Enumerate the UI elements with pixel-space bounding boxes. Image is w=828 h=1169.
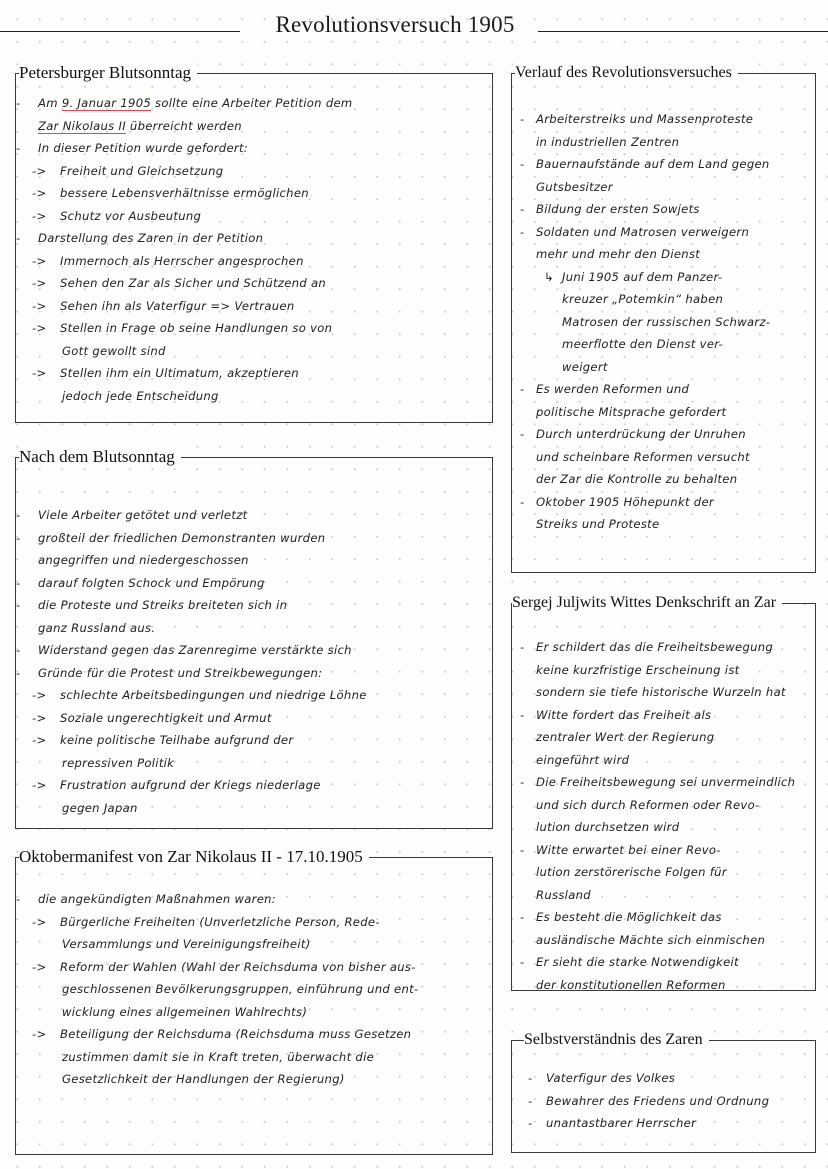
arrow-bullet: ->	[32, 733, 47, 747]
note-text: meerflotte den Dienst ver-	[562, 337, 724, 351]
arrow-bullet: ->	[32, 276, 47, 290]
note-text: Freiheit und Gleichsetzung	[60, 163, 224, 178]
note-text: Soziale ungerechtigkeit und Armut	[60, 710, 272, 725]
note-text: Versammlungs und Vereinigungsfreiheit)	[62, 937, 311, 951]
note-text: Matrosen der russischen Schwarz-	[562, 314, 771, 329]
bullet: -	[520, 382, 525, 396]
bullet: -	[520, 707, 525, 722]
note-text: ausländische Mächte sich einmischen	[536, 932, 766, 947]
arrow-bullet: ->	[32, 208, 47, 223]
note-line	[16, 182, 492, 205]
note-text: angegriffen und niedergeschossen	[38, 553, 249, 567]
note-line	[512, 243, 815, 266]
note-line	[16, 227, 492, 250]
note-text: die Proteste und Streiks breiteten sich in	[38, 598, 288, 612]
notes-oktober	[16, 888, 492, 1091]
arrow-bullet: ->	[32, 688, 47, 702]
note-text: Sehen ihn als Vaterfigur => Vertrauen	[60, 298, 295, 313]
arrow-bullet: ->	[32, 298, 47, 313]
bullet: -	[520, 910, 525, 924]
note-line	[16, 504, 492, 527]
note-text: Er schildert das die Freiheitsbewegung	[536, 640, 774, 654]
section-verlauf	[511, 64, 816, 573]
note-line	[16, 527, 492, 550]
bullet: -	[520, 640, 525, 654]
note-line	[16, 978, 492, 1001]
bullet: -	[16, 530, 21, 545]
section-petersburg	[15, 63, 493, 423]
note-line	[16, 662, 492, 685]
note-line	[512, 288, 815, 311]
note-line	[16, 250, 492, 273]
note-line	[16, 639, 492, 662]
note-line	[512, 951, 815, 974]
note-line	[16, 1001, 492, 1024]
note-line	[16, 594, 492, 617]
title-rule-right	[538, 31, 828, 32]
note-text: großteil der friedlichen Demonstranten wurden	[38, 530, 326, 545]
bullet: -	[520, 112, 525, 126]
note-text: Durch unterdrückung der Unruhen	[536, 427, 746, 441]
page-title: Revolutionsversuch 1905	[275, 12, 515, 37]
section-title-selbst: Selbstverständnis des Zaren	[524, 1029, 709, 1051]
bullet: -	[520, 427, 525, 441]
note-text-pre: Am	[38, 96, 62, 110]
note-line	[16, 362, 492, 385]
bullet: -	[520, 224, 525, 239]
note-line	[16, 92, 492, 115]
note-line	[16, 956, 492, 979]
note-text: geschlossenen Bevölkerungsgruppen, einführung und ent-	[62, 982, 419, 996]
note-text-post: überreicht werden	[125, 118, 242, 133]
bullet: -	[520, 775, 525, 789]
highlight-zar: Zar Nikolaus II	[38, 118, 126, 133]
section-title-witte: Sergej Juljwits Wittes Denkschrift an Zar	[512, 592, 782, 614]
note-text: darauf folgten Schock und Empörung	[38, 575, 265, 590]
section-nach-blutsonntag	[15, 447, 493, 829]
arrow-bullet: ->	[32, 321, 47, 335]
arrow-bullet: ->	[32, 959, 47, 974]
notes-petersburg	[16, 92, 492, 407]
note-text: Beteiligung der Reichsduma (Reichsduma muss Gesetzen	[60, 1027, 412, 1041]
note-line	[512, 356, 815, 379]
note-text: repressiven Politik	[62, 755, 175, 770]
note-line	[512, 1112, 815, 1135]
note-text: Widerstand gegen das Zarenregime verstärkte sich	[38, 643, 352, 657]
note-text: bessere Lebensverhältnisse ermöglichen	[60, 186, 309, 200]
note-text: Oktober 1905 Höhepunkt der	[536, 494, 714, 509]
note-text: jedoch jede Entscheidung	[62, 388, 219, 403]
note-line	[16, 340, 492, 363]
note-text: der konstitutionellen Reformen	[536, 977, 726, 992]
note-text: Bildung der ersten Sowjets	[536, 202, 700, 216]
note-line	[512, 839, 815, 862]
note-text: lution durchsetzen wird	[536, 820, 680, 834]
bullet: -	[520, 202, 525, 216]
arrow-bullet: ->	[32, 253, 47, 268]
note-line	[16, 272, 492, 295]
note-line	[16, 911, 492, 934]
bullet: -	[520, 842, 525, 857]
note-line	[16, 684, 492, 707]
bullet: -	[16, 508, 21, 522]
note-text: Witte fordert das Freiheit als	[536, 707, 712, 722]
note-text: Viele Arbeiter getötet und verletzt	[38, 508, 248, 522]
note-text: Sehen den Zar als Sicher und Schützend an	[60, 276, 327, 290]
bullet: -	[16, 575, 21, 590]
note-line	[16, 774, 492, 797]
note-text: Darstellung des Zaren in der Petition	[38, 231, 264, 245]
notes-selbst	[512, 1067, 815, 1135]
page-header	[0, 6, 828, 52]
note-line	[16, 295, 492, 318]
note-line	[512, 681, 815, 704]
note-text: unantastbarer Herrscher	[546, 1116, 697, 1130]
note-line	[512, 513, 815, 536]
note-text: Soldaten und Matrosen verweigern	[536, 224, 750, 239]
note-text: in industriellen Zentren	[536, 134, 680, 149]
note-text: Gründe für die Protest und Streikbewegungen:	[38, 665, 323, 680]
note-text: keine politische Teilhabe aufgrund der	[60, 733, 294, 747]
note-line	[512, 794, 815, 817]
note-text: eingeführt wird	[536, 752, 630, 767]
note-line	[512, 1067, 815, 1090]
section-witte	[511, 594, 816, 992]
note-text: Vaterfigur des Volkes	[546, 1071, 676, 1085]
note-text: Bewahrer des Friedens und Ordnung	[546, 1093, 770, 1108]
arrow-bullet: ->	[32, 186, 47, 200]
note-line	[512, 1090, 815, 1113]
note-line	[512, 816, 815, 839]
note-line	[512, 221, 815, 244]
note-line	[512, 704, 815, 727]
note-text: wicklung eines allgemeinen Wahlrechts)	[62, 1004, 308, 1019]
note-text: In dieser Petition wurde gefordert:	[38, 141, 248, 155]
note-text: Bauernaufstände auf dem Land gegen	[536, 157, 770, 171]
bullet: -	[16, 141, 21, 155]
note-line	[512, 401, 815, 424]
note-line	[512, 198, 815, 221]
note-line	[512, 491, 815, 514]
note-line	[512, 884, 815, 907]
note-line	[16, 1068, 492, 1091]
bullet: -	[520, 955, 525, 969]
arrow-bullet: ->	[32, 914, 47, 929]
note-line	[512, 906, 815, 929]
note-line	[512, 378, 815, 401]
note-line	[512, 333, 815, 356]
note-line	[16, 1046, 492, 1069]
notes-witte	[512, 636, 815, 996]
note-line	[512, 929, 815, 952]
note-text: Bürgerliche Freiheiten (Unverletzliche Person, Rede-	[60, 914, 380, 929]
note-text: lution zerstörerische Folgen für	[536, 865, 727, 879]
note-line	[512, 311, 815, 334]
note-line	[16, 115, 492, 138]
note-text: Stellen ihm ein Ultimatum, akzeptieren	[60, 366, 299, 380]
note-text: keine kurzfristige Erscheinung ist	[536, 662, 740, 677]
note-text: zentraler Wert der Regierung	[536, 730, 715, 744]
note-line	[16, 707, 492, 730]
note-line	[512, 771, 815, 794]
note-text: Arbeiterstreiks und Massenproteste	[536, 112, 754, 126]
note-text: Gott gewollt sind	[62, 343, 166, 358]
note-text: sondern sie tiefe historische Wurzeln hat	[536, 685, 786, 699]
arrow-bullet: ->	[32, 366, 47, 380]
note-text: und scheinbare Reformen versucht	[536, 449, 750, 464]
bullet: -	[528, 1093, 533, 1108]
note-line	[512, 636, 815, 659]
note-line	[16, 1023, 492, 1046]
note-text: Es werden Reformen und	[536, 382, 690, 396]
arrow-bullet: ->	[32, 778, 47, 792]
note-text: gegen Japan	[62, 800, 138, 815]
note-text	[38, 92, 353, 115]
note-text: Schutz vor Ausbeutung	[60, 208, 202, 223]
note-text: Frustration aufgrund der Kriegs niederlage	[60, 778, 321, 792]
note-text: der Zar die Kontrolle zu behalten	[536, 472, 738, 486]
note-line	[512, 266, 815, 289]
highlight-date: 9. Januar 1905	[61, 96, 152, 110]
section-title-oktober: Oktobermanifest von Zar Nikolaus II - 17.10.1905	[19, 846, 369, 868]
bullet: -	[528, 1071, 533, 1085]
bullet: -	[528, 1116, 533, 1130]
note-line	[16, 205, 492, 228]
notes-verlauf	[512, 108, 815, 536]
bullet: -	[16, 643, 21, 657]
note-text: ganz Russland aus.	[38, 620, 156, 635]
bullet: -	[16, 231, 21, 245]
note-text: Streiks und Proteste	[536, 517, 660, 531]
note-text: Es besteht die Möglichkeit das	[536, 910, 722, 924]
note-text: Russland	[536, 887, 591, 902]
section-selbstverstaendnis	[511, 1031, 816, 1153]
note-text: kreuzer „Potemkin“ haben	[562, 292, 724, 306]
note-line	[512, 749, 815, 772]
section-title-verlauf: Verlauf des Revolutionsversuches	[515, 62, 738, 84]
note-text: und sich durch Reformen oder Revo-	[536, 797, 760, 812]
note-text-mid: sollte eine Arbeiter Petition dem	[151, 96, 353, 110]
note-line	[16, 385, 492, 408]
arrow-bullet: ->	[32, 163, 47, 178]
return-arrow-bullet: ↳	[544, 269, 555, 284]
note-text: schlechte Arbeitsbedingungen und niedrige Löhne	[60, 688, 367, 702]
note-text: Stellen in Frage ob seine Handlungen so von	[60, 321, 333, 335]
note-line	[16, 137, 492, 160]
bullet: -	[16, 892, 21, 906]
note-line	[512, 131, 815, 154]
note-text: Reform der Wahlen (Wahl der Reichsduma von bisher aus-	[60, 959, 416, 974]
arrow-bullet: ->	[32, 710, 47, 725]
arrow-bullet: ->	[32, 1027, 47, 1041]
note-line	[512, 468, 815, 491]
note-line	[16, 729, 492, 752]
bullet: -	[520, 494, 525, 509]
bullet: -	[16, 598, 21, 612]
note-line	[16, 752, 492, 775]
note-line	[16, 160, 492, 183]
note-line	[512, 726, 815, 749]
note-line	[512, 659, 815, 682]
note-line	[512, 974, 815, 997]
section-title-nach: Nach dem Blutsonntag	[19, 446, 181, 468]
bullet: -	[520, 157, 525, 171]
note-line	[16, 617, 492, 640]
note-text: zustimmen damit sie in Kraft treten, überwacht die	[62, 1049, 375, 1064]
section-title-petersburg: Petersburger Blutsonntag	[19, 62, 197, 84]
note-text: die angekündigten Maßnahmen waren:	[38, 892, 277, 906]
note-line	[512, 423, 815, 446]
title-rule-left	[0, 31, 240, 32]
bullet: -	[16, 665, 21, 680]
note-line	[512, 176, 815, 199]
note-text: Juni 1905 auf dem Panzer-	[562, 269, 723, 284]
note-text: mehr und mehr den Dienst	[536, 247, 701, 261]
note-line	[16, 888, 492, 911]
note-line	[512, 108, 815, 131]
note-text: Gesetzlichkeit der Handlungen der Regierung)	[62, 1072, 345, 1086]
note-line	[512, 153, 815, 176]
notes-nach	[16, 504, 492, 819]
note-line	[512, 446, 815, 469]
note-line	[16, 549, 492, 572]
note-text: Er sieht die starke Notwendigkeit	[536, 955, 739, 969]
note-line	[16, 572, 492, 595]
bullet: -	[16, 96, 21, 110]
note-text: Gutsbesitzer	[536, 179, 613, 194]
note-line	[16, 317, 492, 340]
note-line	[512, 861, 815, 884]
note-text: Immernoch als Herrscher angesprochen	[60, 253, 304, 268]
note-text: Die Freiheitsbewegung sei unvermeindlich	[536, 775, 796, 789]
note-text	[38, 115, 242, 138]
note-text: Witte erwartet bei einer Revo-	[536, 842, 721, 857]
note-line	[16, 933, 492, 956]
section-oktobermanifest	[15, 847, 493, 1155]
note-line	[16, 797, 492, 820]
note-text: weigert	[562, 359, 608, 374]
note-text: politische Mitsprache gefordert	[536, 404, 727, 419]
